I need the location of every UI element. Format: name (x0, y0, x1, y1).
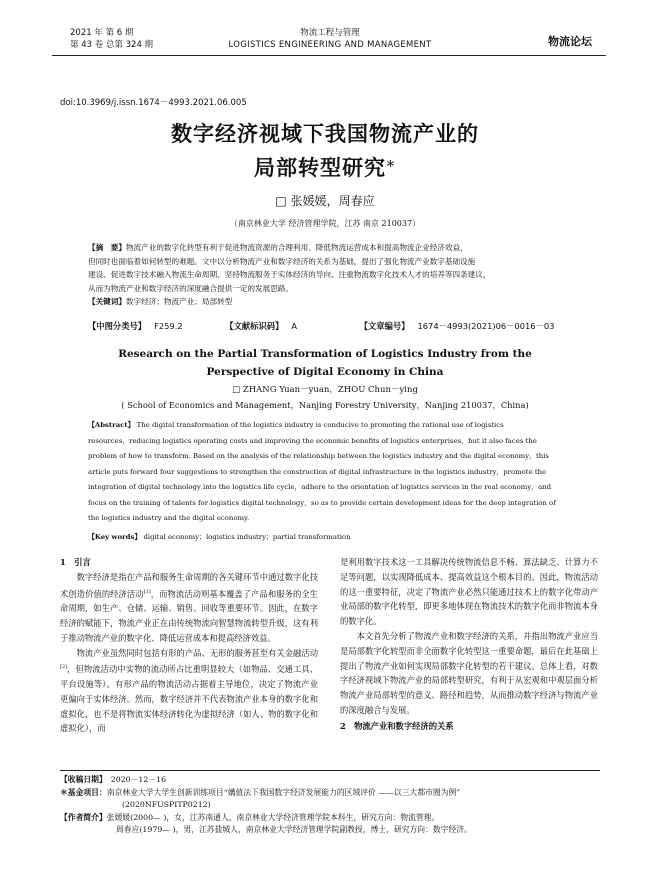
abstract-cn-line: 【摘 要】物流产业的数字化转型有利于促进物流资源的合理利用、降低物流运营成本和提高物流企业经济效益， (88, 243, 468, 252)
article-number-label: 【文章编号】 (359, 321, 410, 331)
footnote-rule (60, 770, 600, 771)
fund-project-code: (2020NFUSPITP0212) (122, 800, 211, 809)
body-left-column (60, 555, 318, 736)
title-en-line2: Perspective of Digital Economy in China (206, 366, 444, 378)
author-intro-1: 【作者简介】张媛媛(2000— )，女，江苏南通人，南京林业大学经济管理学院本科生，研究方向：物流管理。 (60, 812, 440, 822)
abstract-cn-line: 但同时也面临着如何转型的难题。文中以分析物流产业和数字经济的关系为基础，提出了强化物流产业数字基础设施 (88, 256, 476, 266)
journal-name-cn: 物流工程与管理 (300, 28, 360, 38)
abstract-en (88, 418, 576, 545)
abstract-en-line: 【Abstract】 The digital transformation of the logistics industry is conducive to promoting the rational use of logistics (88, 421, 504, 429)
author-intro-2: 周春应(1979— )，男，江苏盐城人，南京林业大学经济管理学院副教授，博士，研究方向：数字经济。 (116, 825, 472, 834)
classification-row (88, 320, 576, 332)
title-cn-line1: 数字经济视域下我国物流产业的 (171, 121, 479, 146)
abstract-en-label: 【Abstract】 (88, 421, 135, 429)
citation-2[interactable]: [2] (60, 664, 68, 671)
paragraph: 物流产业虽然同时包括有形的产品、无形的服务甚至有关金融活动[2]，但物流活动中实物的流动所占比重明显较大（如物品、交通工具、平台设施等）。有形产品的物流活动占据着主导地位，决定了物流产业更偏向于实体经济。然而，数字经济并不代表物流产业本身的数字化和虚拟化，也不是将物流实体经济转化为虚拟经济（如人、物的数字化和虚拟化），而 (60, 647, 318, 734)
received-date: 【收稿日期】 2020－12－16 (60, 775, 167, 784)
body-right-column (340, 555, 598, 734)
abstract-cn (88, 241, 576, 309)
title-cn-line2: 局部转型研究＊ (253, 155, 396, 180)
issue-volume: 第 43 卷 总第 324 期 (70, 40, 154, 50)
column-name: 物流论坛 (548, 35, 592, 48)
doc-code: A (291, 321, 298, 331)
section-2-heading: 2 物流产业和数字经济的关系 (340, 720, 454, 731)
keywords-cn: 【关键词】数字经济；物流产业；局部转型 (88, 297, 233, 306)
authors-en: □ ZHANG Yuan－yuan，ZHOU Chun－ying (232, 385, 418, 395)
abstract-cn-line: 建设、促进数字技术融入物流生命周期、坚持物流服务于实体经济的导向、注重物流数字化技术人才的培养等四条建议， (88, 270, 491, 279)
paragraph: 本文首先分析了物流产业和数字经济的关系，并指出物流产业应当是局部数字化转型而非全面数字化转型这一重要命题，最后在此基础上提出了物流产业如何实现局部数字化转型的若干建议。总体上看，对数字经济视域下物流产业的局部转型研究，有利于从宏观和中观层面分析物流产业局部转型的意义、路径和趋势，从而推动数字经济与物流产业的深度融合与发展。 (340, 630, 598, 715)
doc-code-label: 【文献标识码】 (225, 321, 284, 331)
header-rule (52, 55, 606, 56)
authors-cn: □ 张媛媛，周春应 (275, 194, 375, 208)
section-1-heading: 1 引言 (60, 557, 91, 567)
title-en-line1: Research on the Partial Transformation of Logistics Industry from the (118, 348, 532, 360)
abstract-en-line: article puts forward four suggestions to strengthen the construction of digital infrastructure in the logistics industry，promote the (88, 467, 547, 476)
doi: doi:10.3969/j.issn.1674－4993.2021.06.005 (60, 98, 247, 108)
affiliation-en: ( School of Economics and Management，Nanjing Forestry University，Nanjing 210037，China) (121, 400, 529, 410)
abstract-en-line: problem of how to transform. Based on the analysis of the relationship between the logistics industry and the digital economy，this (88, 452, 549, 460)
fund-project: ＊基金项目：南京林业大学大学生创新训练项目“媾值法下我国数字经济发展能力的区域评价 ——以三大都市圈为例” (60, 787, 461, 797)
journal-name-en: LOGISTICS ENGINEERING AND MANAGEMENT (228, 40, 432, 50)
abstract-cn-label: 【摘 要】 (88, 243, 126, 252)
footnotes (60, 774, 605, 837)
paragraph-continued: 是利用数字技术这一工具解决传统物流信息不畅、算法缺乏、计算力不足等问题，以实现降低成本、提高效益这个根本目的。因此，物流活动的这一重要特征，决定了物流产业必然只能通过技术上的数字化带动产业局部的数字化转型，即更多地体现在物流技术的数字化而非物流本身的数字化。 (340, 557, 598, 627)
abstract-cn-line: 从而为物流产业和数字经济的深度融合提供一定的发展思路。 (88, 283, 294, 293)
citation-1[interactable]: [1] (143, 588, 151, 595)
paragraph: 数字经济是指在产品和服务生命周期的各关键环节中通过数字化技术创造价值的经济活动[1]，而物流活动则基本覆盖了产品和服务的全生命周期，如生产、仓储、运输、销售、回收等重要环节。因此，在数字经济的赋能下，物流产业正在由传统物流向智慧物流转型升级，这有利于推动物流产业的数字化、降低运营成本和提高经济效益。 (60, 571, 318, 643)
abstract-en-line: resources，reducing logistics operating costs and improving the economic benefits of logistics enterprises，but it also faces the (88, 436, 537, 445)
abstract-en-line: focus on the training of talents for logistics digital technology，so as to provide certain development ideas for the deep integration of (88, 498, 556, 507)
clc-label: 【中图分类号】 (88, 321, 147, 331)
affiliation-cn: （南京林业大学 经济管理学院，江苏 南京 210037） (229, 219, 421, 228)
abstract-en-line: integration of digital technology into the logistics life cycle，adhere to the orientation of logistics services in the real economy，and (88, 483, 552, 491)
issue-year: 2021 年 第 6 期 (70, 28, 134, 38)
abstract-en-line: the logistics industry and the digital economy. (88, 514, 250, 522)
article-number: 1674－4993(2021)06－0016－03 (417, 321, 555, 331)
title-footnote-mark: ＊ (385, 160, 396, 170)
clc-code: F259.2 (154, 321, 183, 331)
keywords-en: 【Key words】 digital economy；logistics industry；partial transformation (88, 532, 351, 541)
